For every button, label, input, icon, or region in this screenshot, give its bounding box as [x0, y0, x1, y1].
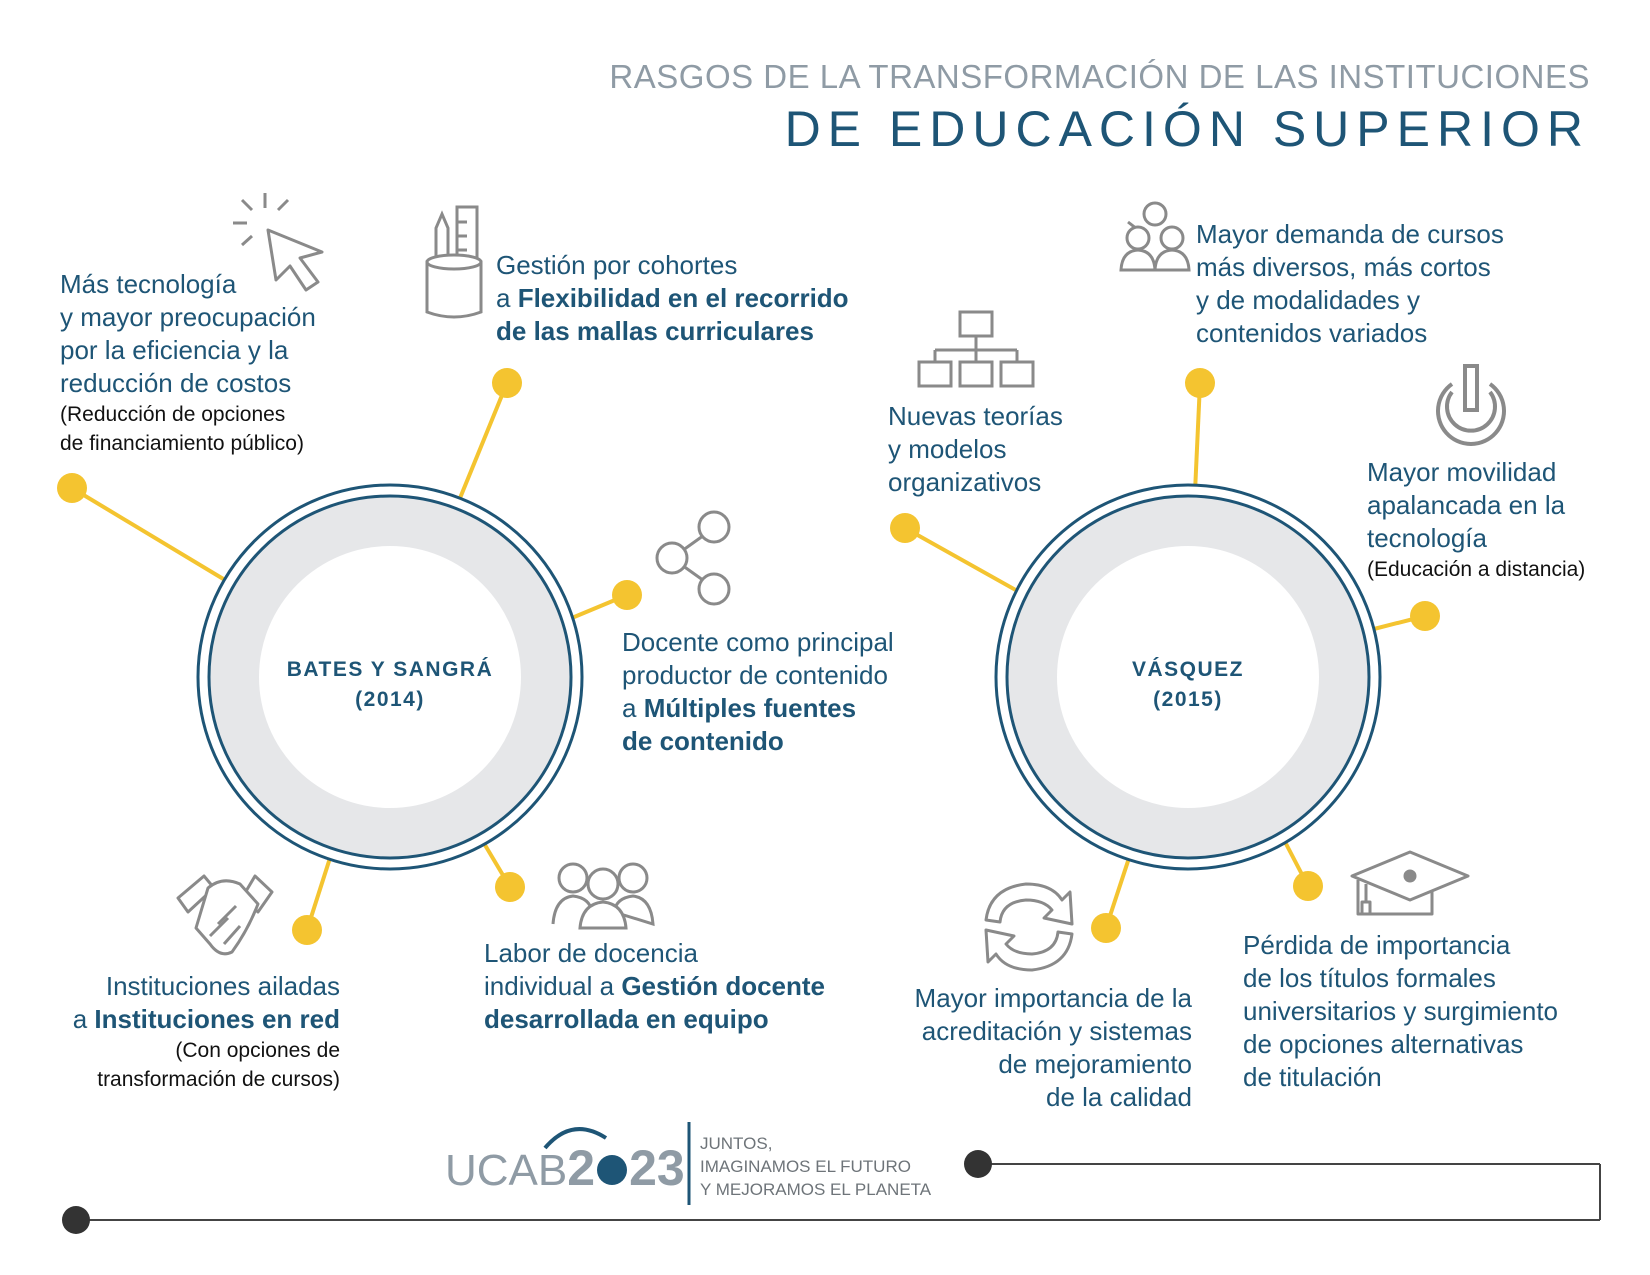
item-teaching-line-2 [484, 970, 864, 1003]
org-chart-icon [919, 312, 1033, 386]
item-network-line-1: Instituciones ailadas [105, 971, 340, 1001]
logo-year-two: 2 [567, 1140, 596, 1196]
item-mobility [1367, 456, 1637, 584]
item-mobility-line-3: tecnología [1367, 523, 1487, 553]
item-accreditation-line-4: de la calidad [1046, 1082, 1192, 1112]
item-teaching-bold-1: Gestión docente [621, 971, 826, 1001]
item-content-line-1: Docente como principal [622, 627, 894, 657]
item-teaching-line-1: Labor de docencia [484, 938, 698, 968]
graduation-cap-icon [1352, 852, 1468, 914]
item-content-line-2: productor de contenido [622, 660, 888, 690]
item-tech-line-4: reducción de costos [60, 368, 292, 398]
pencil-cup-icon [427, 207, 481, 317]
title-line-2: DE EDUCACIÓN SUPERIOR [784, 101, 1590, 157]
item-network [30, 970, 340, 1094]
item-tech-note-2: de financiamiento público) [60, 432, 304, 455]
item-tech [60, 268, 390, 458]
people-group-icon [553, 864, 653, 928]
item-demand [1196, 218, 1596, 350]
item-teaching [484, 937, 864, 1036]
item-titles-line-5: de titulación [1243, 1062, 1382, 1092]
item-accreditation [860, 982, 1192, 1114]
item-mobility-note: (Educación a distancia) [1367, 558, 1586, 581]
left-hub-label [240, 655, 540, 715]
item-titles [1243, 929, 1638, 1094]
item-tech-line-3: por la eficiencia y la [60, 335, 289, 365]
item-content-line-3 [622, 692, 952, 725]
item-content-bold-2: de contenido [622, 726, 784, 756]
tagline-line-1: JUNTOS, [700, 1134, 773, 1153]
item-models-line-1: Nuevas teorías [888, 401, 1063, 431]
item-accreditation-line-2: acreditación y sistemas [921, 1016, 1192, 1046]
item-cohorts-line-2 [496, 282, 896, 315]
item-demand-line-2: más diversos, más cortos [1196, 252, 1491, 282]
item-cohorts-prefix: a [496, 283, 518, 313]
item-mobility-line-2: apalancada en la [1367, 490, 1566, 520]
ucab-logo [445, 1140, 685, 1209]
item-titles-line-2: de los títulos formales [1243, 963, 1496, 993]
item-network-note-2: transformación de cursos) [97, 1068, 340, 1091]
item-network-line-2 [30, 1003, 340, 1036]
right-hub-label [1038, 655, 1338, 715]
item-cohorts-line-1: Gestión por cohortes [496, 250, 738, 280]
right-hub-year: (2015) [1153, 688, 1223, 711]
tagline-line-2: IMAGINAMOS EL FUTURO [700, 1157, 911, 1176]
left-hub-year: (2014) [355, 688, 425, 711]
left-hub-author: BATES Y SANGRÁ [286, 658, 494, 681]
tagline-line-3: Y MEJORAMOS EL PLANETA [700, 1180, 932, 1199]
item-cohorts-bold-2: de las mallas curriculares [496, 316, 814, 346]
footer-tagline [700, 1132, 960, 1201]
item-titles-line-4: de opciones alternativas [1243, 1029, 1524, 1059]
item-titles-line-1: Pérdida de importancia [1243, 930, 1511, 960]
handshake-icon [178, 876, 272, 954]
item-models-line-3: organizativos [888, 467, 1042, 497]
right-hub-author: VÁSQUEZ [1131, 658, 1244, 681]
item-models-line-2: y modelos [888, 434, 1007, 464]
item-demand-line-4: contenidos variados [1196, 318, 1428, 348]
item-network-bold: Instituciones en red [94, 1004, 340, 1034]
item-accreditation-line-3: de mejoramiento [998, 1049, 1192, 1079]
item-cohorts-bold-1: Flexibilidad en el recorrido [517, 283, 849, 313]
logo-ucab-text: UCAB [445, 1146, 568, 1195]
item-content-prefix: a [622, 693, 644, 723]
item-content [622, 626, 952, 758]
item-teaching-bold-2: desarrollada en equipo [484, 1004, 769, 1034]
logo-year-rest: 23 [629, 1140, 685, 1196]
item-mobility-line-1: Mayor movilidad [1367, 457, 1557, 487]
title-line-1: RASGOS DE LA TRANSFORMACIÓN DE LAS INSTITUCIONES [609, 58, 1590, 95]
item-tech-line-1: Más tecnología [60, 269, 237, 299]
item-network-note-1: (Con opciones de [175, 1039, 340, 1062]
item-cohorts [496, 249, 896, 348]
item-tech-note-1: (Reducción de opciones [60, 403, 286, 426]
item-demand-line-3: y de modalidades y [1196, 285, 1421, 315]
share-icon [657, 512, 729, 604]
item-models [888, 400, 1148, 499]
item-titles-line-3: universitarios y surgimiento [1243, 996, 1559, 1026]
item-tech-line-2: y mayor preocupación [60, 302, 316, 332]
item-accreditation-line-1: Mayor importancia de la [914, 983, 1192, 1013]
item-network-prefix: a [72, 1004, 95, 1034]
item-demand-line-1: Mayor demanda de cursos [1196, 219, 1504, 249]
presentation-people-icon [1121, 203, 1189, 270]
refresh-cycle-icon [986, 884, 1072, 970]
item-teaching-prefix: individual a [484, 971, 622, 1001]
power-icon [1438, 366, 1504, 444]
logo-year-zero-dot [597, 1155, 627, 1185]
item-content-bold-1: Múltiples fuentes [643, 693, 857, 723]
